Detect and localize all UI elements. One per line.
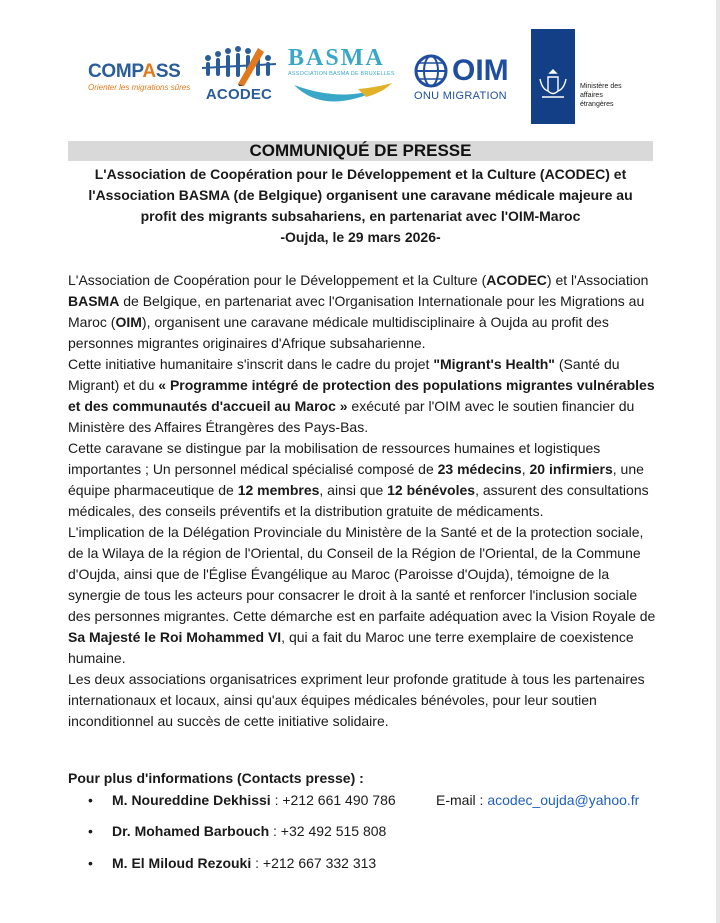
email-link[interactable]: acodec_oujda@yahoo.fr xyxy=(487,792,640,808)
contact-phone: : +212 667 332 313 xyxy=(251,855,377,871)
basma-name: BASMA xyxy=(288,45,385,71)
compass-tagline: Orienter les migrations sûres xyxy=(88,83,191,92)
contact-name: Dr. Mohamed Barbouch xyxy=(112,823,270,839)
contact-item xyxy=(88,853,376,873)
email-label: E-mail : xyxy=(436,792,488,808)
paragraph-resources: Cette caravane se distingue par la mobilisation de ressources humaines et logistiques importantes ; Un personnel médical spécialisé composé de 23 médecins, 20 infirmiers, une équipe pharmaceutique de 12 membres, ainsi que 12 bénévoles, assurent des consultations médicales, des conseils préventifs et la distribution gratuite de médicaments. xyxy=(68,440,649,519)
bullet-icon: • xyxy=(88,823,93,839)
paragraph-project: Cette initiative humanitaire s'inscrit dans le cadre du projet "Migrant's Health" (Santé du Migrant) et du « Programme intégré de protection des populations migrantes vulnérables et des communautés d'accueil au Maroc » exécuté par l'OIM avec le soutien financier du Ministère des Affaires Étrangères des Pays-Bas. xyxy=(68,356,655,435)
headline-line: L'Association de Coopération pour le Développement et la Culture (ACODEC) et xyxy=(94,166,627,182)
bullet-icon: • xyxy=(88,855,93,871)
compass-name-accent: A xyxy=(142,61,156,82)
compass-logo xyxy=(88,62,190,92)
headline-line: l'Association BASMA (de Belgique) organisent une caravane médicale majeure au xyxy=(88,187,633,203)
contact-phone: : +212 661 490 786 xyxy=(270,792,396,808)
basma-logo xyxy=(288,46,404,115)
basma-subtitle: ASSOCIATION BASMA DE BRUXELLES xyxy=(288,71,395,77)
smile-swoosh-icon xyxy=(288,79,398,115)
article-body xyxy=(68,270,658,732)
ministry-text-line1: Ministère des affaires xyxy=(580,83,622,99)
compass-name-suffix: SS xyxy=(155,61,181,82)
partner-logos xyxy=(0,0,716,140)
ministry-text-line2: étrangères xyxy=(580,101,614,108)
paragraph-partners: L'implication de la Délégation Provinciale du Ministère de la Santé et de la protection sociale, de la Wilaya de la région de l'Oriental, du Conseil de la Région de l'Oriental, de la Commune d'Oujda, ainsi que de l'Église Évangélique au Maroc (Paroisse d'Oujda), témoigne de la synergie de tous les acteurs pour consacrer le droit à la santé et renforcer l'inclusion sociale des personnes migrantes. Cette démarche est en parfaite adéquation avec la Vision Royale de Sa Majesté le Roi Mohammed VI, qui a fait du Maroc une terre exemplaire de coexistence humaine. xyxy=(68,524,656,666)
coat-of-arms-icon xyxy=(536,69,570,101)
oim-logo xyxy=(414,54,509,102)
page-title: COMMUNIQUÉ DE PRESSE xyxy=(68,141,653,161)
compass-name-prefix: COMP xyxy=(88,61,143,82)
contact-item xyxy=(88,790,396,810)
contact-name: M. El Miloud Rezouki xyxy=(112,855,252,871)
dateline: -Oujda, le 29 mars 2026- xyxy=(280,229,441,245)
acodec-logo xyxy=(200,44,278,103)
paragraph-intro: L'Association de Coopération pour le Développement et la Culture (ACODEC) et l'Association BASMA de Belgique, en partenariat avec l'Organisation Internationale pour les Migrations au Maroc (OIM), organisent une caravane médicale multidisciplinaire à Oujda au profit des personnes migrantes originaires d'Afrique subsaharienne. xyxy=(68,272,649,351)
globe-icon xyxy=(414,54,448,88)
contact-name: M. Noureddine Dekhissi xyxy=(112,792,271,808)
contact-email xyxy=(436,790,639,810)
netherlands-ministry-banner xyxy=(531,29,575,124)
netherlands-ministry-text xyxy=(580,82,640,109)
bullet-icon: • xyxy=(88,792,93,808)
contact-phone: : +32 492 515 808 xyxy=(269,823,387,839)
oim-subtitle: ONU MIGRATION xyxy=(414,90,507,102)
acodec-name: ACODEC xyxy=(205,86,273,103)
contact-item xyxy=(88,821,386,841)
headline xyxy=(60,164,661,248)
contacts-title: Pour plus d'informations (Contacts presse) : xyxy=(68,770,364,786)
oim-name: OIM xyxy=(452,54,509,87)
people-chain-icon xyxy=(200,44,278,86)
paragraph-gratitude: Les deux associations organisatrices expriment leur profonde gratitude à tous les partenaires internationaux et locaux, ainsi qu'aux équipes médicales bénévoles, pour leur soutien inconditionnel au succès de cette initiative solidaire. xyxy=(68,671,645,729)
headline-line: profit des migrants subsahariens, en partenariat avec l'OIM-Maroc xyxy=(140,208,581,224)
